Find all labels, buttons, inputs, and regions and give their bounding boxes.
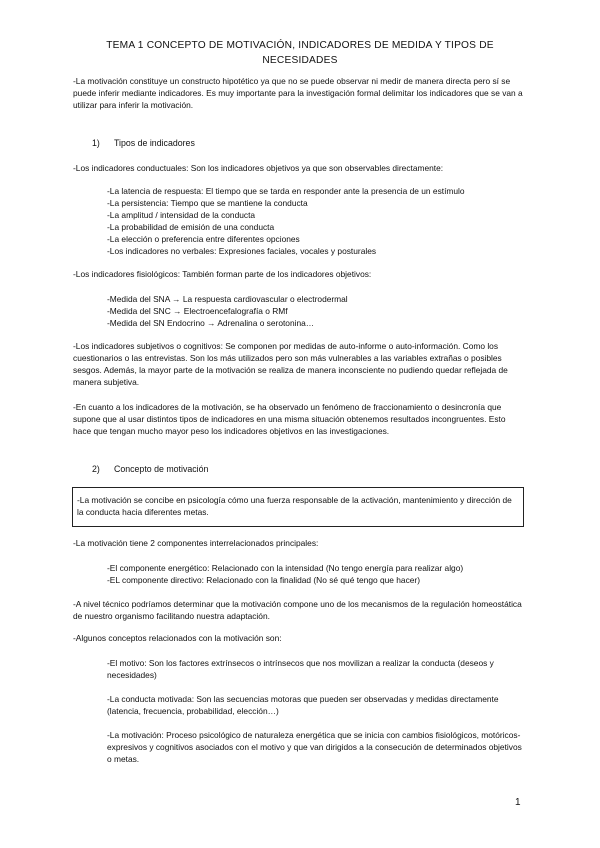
conductual-list bbox=[107, 185, 527, 257]
list-item: -La persistencia: Tiempo que se mantiene la conducta bbox=[107, 198, 308, 208]
definition-box: -La motivación se concibe en psicología cómo una fuerza responsable de la activación, mantenimiento y dirección de la conducta hacia diferentes metas. bbox=[72, 487, 524, 527]
conducta-motivada-paragraph: -La conducta motivada: Son las secuencias motoras que pueden ser observadas y medidas directamente (latencia, frecuencia, probabilidad, elección…) bbox=[107, 694, 499, 716]
list-item: -El componente energético: Relacionado con la intensidad (No tengo energía para realizar algo) bbox=[107, 563, 464, 573]
list-item: -La elección o preferencia entre diferentes opciones bbox=[107, 234, 300, 244]
list-item: -Medida del SN Endocrino → Adrenalina o serotonina… bbox=[107, 318, 315, 328]
list-item: -La amplitud / intensidad de la conducta bbox=[107, 210, 256, 220]
list-item: -Medida del SNC → Electroencefalografía o RMf bbox=[107, 306, 288, 316]
fraccionamiento-paragraph: -En cuanto a los indicadores de la motivación, se ha observado un fenómeno de fraccionamiento o desincronía que supone que al usar distintos tipos de indicadores en una misma situación obtenemos resultados incongruentes. Esto hace que tengan mucho mayor peso los indicadores objetivos en las investigaciones. bbox=[73, 402, 506, 436]
list-item: -La latencia de respuesta: El tiempo que se tarda en responder ante la presencia de un estímulo bbox=[107, 186, 465, 196]
subjetivos-paragraph: -Los indicadores subjetivos o cognitivos: Se componen por medidas de auto-informe o auto-información. Como los cuestionarios o las entrevistas. Son los más utilizados pero son más vulnerables a las variables extrañas o posibles sesgos. Además, la mayor parte de la motivación se realiza de manera inconsciente no pudiendo quedar reflejada de manera subjetiva. bbox=[73, 341, 508, 387]
fisiologicos-list bbox=[107, 293, 527, 329]
list-item: -La probabilidad de emisión de una conducta bbox=[107, 222, 275, 232]
tecnico-paragraph: -A nivel técnico podríamos determinar que la motivación compone uno de los mecanismos de la regulación homeostática de nuestro organismo facilitando nuestra adaptación. bbox=[73, 599, 522, 621]
section-2-title: Concepto de motivación bbox=[114, 464, 209, 474]
section-1-title: Tipos de indicadores bbox=[114, 138, 195, 148]
conceptos-intro: -Algunos conceptos relacionados con la motivación son: bbox=[73, 633, 282, 643]
page-number: 1 bbox=[515, 797, 521, 808]
motivacion-definition-paragraph: -La motivación: Proceso psicológico de naturaleza energética que se inicia con cambios fisiológicos, motóricos-expresivos y cognitivos asociados con el motivo y que van dirigidos a la consecución de determinados objetivos o metas. bbox=[107, 730, 522, 764]
motivo-paragraph: -El motivo: Son los factores extrínsecos o intrínsecos que nos movilizan a realizar la conducta (deseos y necesidades) bbox=[107, 658, 494, 680]
section-2-number: 2) bbox=[92, 464, 100, 474]
conductual-intro: -Los indicadores conductuales: Son los indicadores objetivos ya que son observables directamente: bbox=[73, 163, 444, 173]
page-title: TEMA 1 CONCEPTO DE MOTIVACIÓN, INDICADORES DE MEDIDA Y TIPOS DE NECESIDADES bbox=[106, 40, 494, 66]
intro-paragraph: -La motivación constituye un constructo hipotético ya que no se puede observar ni medir de manera directa pero sí se puede inferir mediante indicadores. Es muy importante para la investigación formal delimitar los indicadores que se van a utilizar para inferir la motivación. bbox=[73, 76, 523, 110]
section-2-heading bbox=[92, 463, 208, 475]
list-item: -Medida del SNA → La respuesta cardiovascular o electrodermal bbox=[107, 294, 348, 304]
components-list bbox=[107, 562, 527, 586]
section-1-heading bbox=[92, 137, 195, 149]
section-1-number: 1) bbox=[92, 138, 100, 148]
components-intro: -La motivación tiene 2 componentes interrelacionados principales: bbox=[73, 538, 319, 548]
list-item: -EL componente directivo: Relacionado con la finalidad (No sé qué tengo que hacer) bbox=[107, 575, 421, 585]
fisiologicos-intro: -Los indicadores fisiológicos: También forman parte de los indicadores objetivos: bbox=[73, 269, 372, 279]
list-item: -Los indicadores no verbales: Expresiones faciales, vocales y posturales bbox=[107, 246, 377, 256]
